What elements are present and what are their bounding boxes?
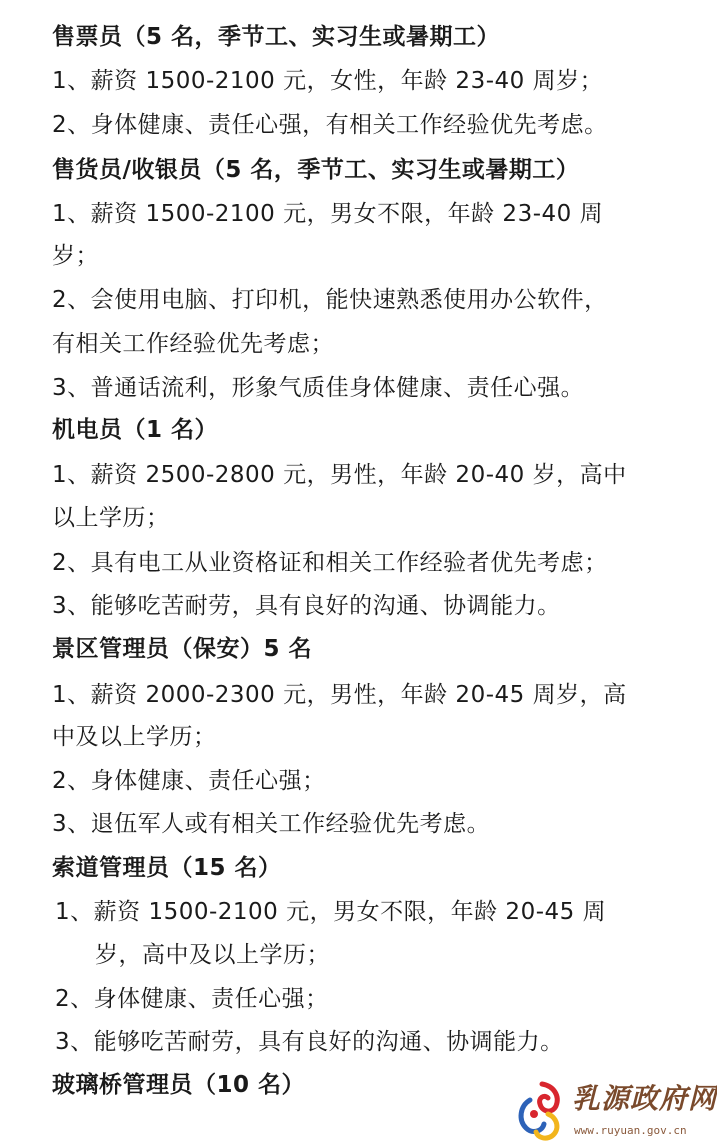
watermark-title: 乳源政府网 — [572, 1082, 717, 1115]
section-line: 3、退伍军人或有相关工作经验优先考虑。 — [52, 811, 491, 837]
section-line: 岁； — [52, 243, 99, 269]
watermark-url: www.ruyuan.gov.cn — [574, 1124, 687, 1137]
section-heading: 景区管理员（保安）5 名 — [52, 636, 313, 662]
section-heading: 售货员/收银员（5 名，季节工、实习生或暑期工） — [52, 157, 580, 183]
section-line: 2、身体健康、责任心强； — [55, 986, 329, 1012]
section-line: 岁，高中及以上学历； — [95, 942, 330, 968]
section-line: 1、薪资 2500-2800 元，男性，年龄 20-40 岁，高中 — [52, 462, 627, 488]
section-line: 以上学历； — [52, 505, 170, 531]
section-line: 1、薪资 1500-2100 元，男女不限，年龄 20-45 周 — [55, 899, 607, 925]
section-heading: 索道管理员（15 名） — [52, 855, 282, 881]
section-heading: 玻璃桥管理员（10 名） — [52, 1072, 306, 1098]
section-line: 3、能够吃苦耐劳，具有良好的沟通、协调能力。 — [55, 1029, 564, 1055]
section-heading: 机电员（1 名） — [52, 417, 219, 443]
section-line: 有相关工作经验优先考虑； — [52, 331, 334, 357]
ruyuan-logo-icon — [512, 1080, 568, 1142]
site-watermark — [512, 1080, 717, 1146]
section-line: 1、薪资 1500-2100 元，女性，年龄 23-40 周岁； — [52, 68, 604, 94]
section-heading: 售票员（5 名，季节工、实习生或暑期工） — [52, 24, 501, 50]
section-line: 2、身体健康、责任心强，有相关工作经验优先考虑。 — [52, 112, 608, 138]
section-line: 2、会使用电脑、打印机，能快速熟悉使用办公软件， — [52, 287, 608, 313]
section-line: 中及以上学历； — [52, 724, 217, 750]
section-line: 2、身体健康、责任心强； — [52, 768, 326, 794]
section-line: 3、普通话流利，形象气质佳身体健康、责任心强。 — [52, 375, 585, 401]
section-line: 1、薪资 1500-2100 元，男女不限，年龄 23-40 周 — [52, 201, 604, 227]
section-line: 2、具有电工从业资格证和相关工作经验者优先考虑； — [52, 550, 608, 576]
section-line: 1、薪资 2000-2300 元，男性，年龄 20-45 周岁，高 — [52, 682, 627, 708]
section-line: 3、能够吃苦耐劳，具有良好的沟通、协调能力。 — [52, 593, 561, 619]
